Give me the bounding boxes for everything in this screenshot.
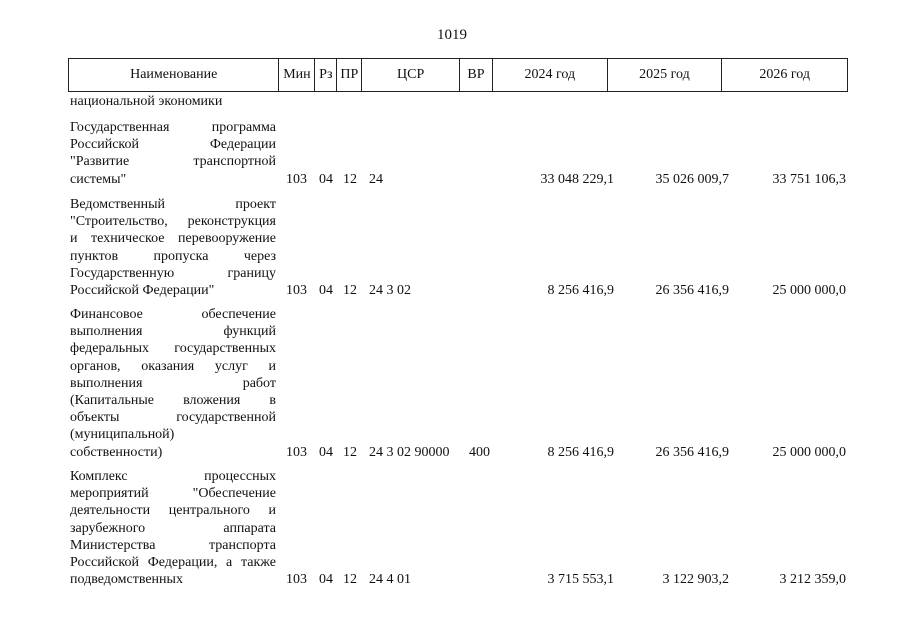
row-2024: 8 256 416,9	[547, 283, 614, 298]
row-name	[70, 468, 276, 588]
row-min: 103	[286, 171, 307, 187]
row-pr: 12	[343, 572, 357, 588]
row-rz: 04	[319, 171, 333, 187]
row-2025: 35 026 009,7	[655, 171, 729, 187]
continuation-text: национальной экономики	[70, 94, 223, 109]
row-name-line: Российской Федерации"	[70, 283, 215, 299]
row-pr: 12	[343, 171, 357, 187]
row-name-line: выполнения работ	[70, 375, 276, 391]
row-min: 103	[286, 572, 307, 588]
row-2026: 25 000 000,0	[772, 444, 846, 460]
row-name-line: собственности)	[70, 444, 163, 460]
row-rz: 04	[319, 444, 333, 460]
row-2024: 8 256 416,9	[547, 444, 614, 460]
row-name-line: Государственную границу	[70, 265, 276, 281]
row-name-line: зарубежного аппарата	[70, 520, 276, 536]
row-csr: 24 3 02	[369, 283, 411, 298]
row-name	[70, 306, 276, 461]
row-rz: 04	[319, 572, 333, 588]
row-2024: 3 715 553,1	[547, 572, 614, 588]
header-2025: 2025 год	[608, 59, 723, 91]
row-name-line: деятельности центрального и	[70, 503, 276, 519]
row-name-line: Ведомственный проект	[70, 197, 276, 212]
row-name-line: объекты государственной	[70, 410, 276, 426]
row-2026: 25 000 000,0	[772, 283, 846, 298]
row-name-line: федеральных государственных	[70, 341, 276, 357]
row-name-line: "Строительство, реконструкция	[70, 214, 276, 230]
row-name-line: пунктов пропуска через	[70, 248, 276, 264]
row-name-line: и техническое перевооружение	[70, 231, 276, 247]
row-name-line: (Капитальные вложения в	[70, 393, 276, 409]
row-2026: 3 212 359,0	[779, 572, 846, 588]
row-csr: 24	[369, 171, 383, 187]
row-name-line: органов, оказания услуг и	[70, 358, 276, 374]
header-pr: ПР	[337, 59, 362, 91]
row-name-line: Финансовое обеспечение	[70, 307, 276, 322]
row-name-line: "Развитие транспортной	[70, 154, 276, 170]
header-vr: ВР	[460, 59, 493, 91]
row-pr: 12	[343, 444, 357, 460]
row-pr: 12	[343, 283, 357, 298]
row-2025: 26 356 416,9	[655, 283, 729, 298]
row-name-line: мероприятий "Обеспечение	[70, 486, 276, 502]
header-2026: 2026 год	[759, 67, 810, 82]
row-min: 103	[286, 283, 307, 298]
row-name-line: Комплекс процессных	[70, 469, 276, 484]
row-name-line: выполнения функций	[70, 324, 276, 340]
row-name-line: (муниципальной)	[70, 427, 175, 443]
row-min: 103	[286, 444, 307, 460]
row-name-line: Российской Федерации	[70, 137, 276, 153]
header-name: Наименование	[69, 59, 279, 91]
header-rz: Рз	[315, 59, 337, 91]
header-min: Мин	[279, 59, 315, 91]
row-2025: 26 356 416,9	[655, 444, 729, 460]
row-name-line: системы"	[70, 171, 127, 187]
row-name-line: подведомственных	[70, 572, 183, 588]
row-rz: 04	[319, 283, 333, 298]
row-name	[70, 196, 276, 299]
row-name	[70, 119, 276, 188]
row-name-line: Министерства транспорта	[70, 537, 276, 553]
row-2025: 3 122 903,2	[662, 572, 729, 588]
header-csr: ЦСР	[362, 59, 460, 91]
row-2024: 33 048 229,1	[540, 171, 614, 187]
row-name-line: Российской Федерации, а также	[70, 555, 276, 571]
row-csr: 24 4 01	[369, 572, 411, 588]
row-2026: 33 751 106,3	[772, 171, 846, 187]
header-2024: 2024 год	[493, 59, 608, 91]
row-csr: 24 3 02 90000	[369, 444, 450, 460]
row-vr: 400	[469, 444, 490, 460]
table-header	[68, 58, 848, 92]
row-name-line: Государственная программа	[70, 120, 276, 135]
page-number: 1019	[437, 27, 467, 43]
